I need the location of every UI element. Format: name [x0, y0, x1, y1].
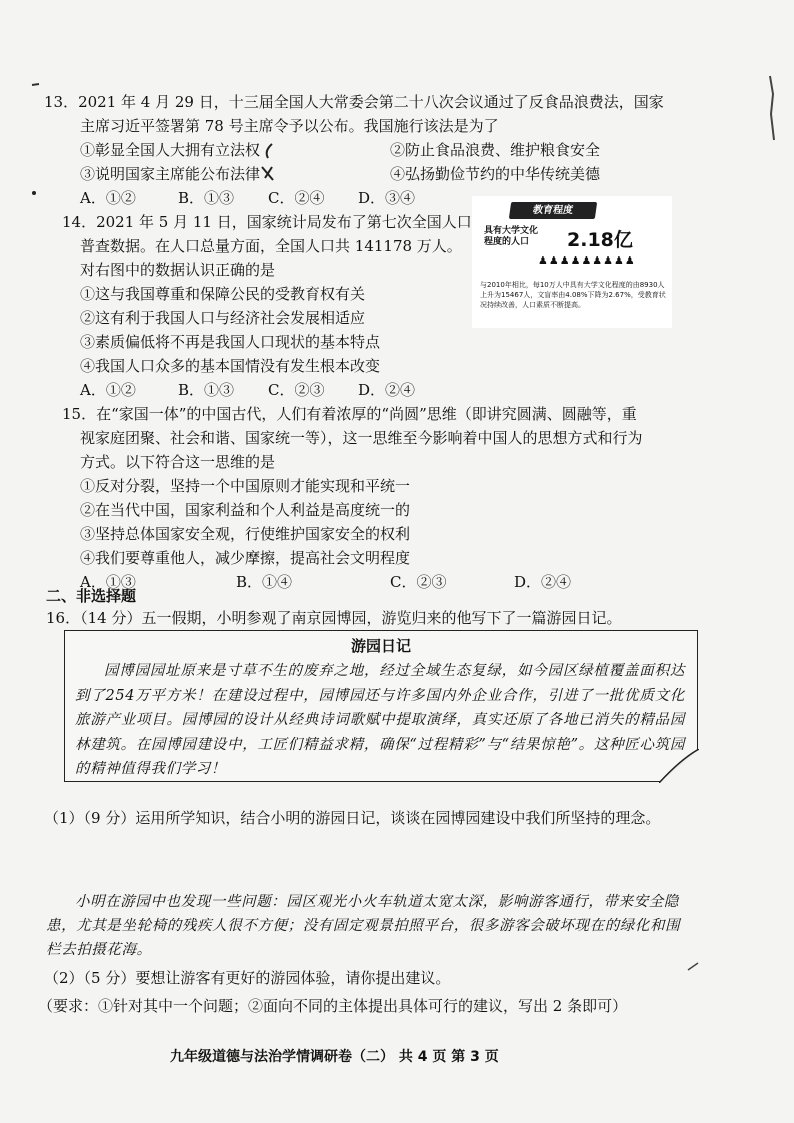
diary-body: 园博园园址原来是寸草不生的废弃之地，经过全域生态复绿，如今园区绿植覆盖面积达到了254万平方米！在建设过程中，园博园还与许多国内外企业合作，引进了一批优质文化旅游产业项目。园博园的设计从经典诗词歌赋中提取演绎，真实还原了各地已消失的精品园林建筑。在园博园建设中，工匠们精益求精，确保“过程精彩”与“结果惊艳”。这种匠心筑园的精神值得我们学习！ [75, 663, 685, 777]
q16-sub1: （1）（9 分）运用所学知识，结合小明的游园日记，谈谈在园博园建设中我们所坚持的理念。 [44, 809, 661, 827]
q14-option-2: ②这有利于我国人口与经济社会发展相适应 [80, 309, 366, 327]
infographic-badge: 教育程度 [509, 202, 597, 219]
page-footer: 九年级道德与法治学情调研卷（二） 共 4 页 第 3 页 [170, 1049, 499, 1065]
infographic-label: 具有大学文化程度的人口 [484, 226, 539, 247]
q15-stem-line2: 视家庭团聚、社会和谐、国家统一等），这一思维至今影响着中国人的思想方式和行为 [80, 429, 643, 447]
q13-stem-line1: 13．2021 年 4 月 29 日，十三届全国人大常委会第二十八次会议通过了反食品浪费法，国家 [44, 93, 664, 111]
q15-stem-line1: 15．在“家国一体”的中国古代，人们有着浓厚的“尚圆”思维（即讲究圆满、圆融等，重 [62, 405, 637, 423]
q13-stem-line2: 主席习近平签署第 78 号主席令予以公布。我国施行该法是为了 [80, 117, 499, 135]
problem-paragraph: 小明在游园中也发现一些问题：园区观光小火车轨道太宽太深，影响游客通行，带来安全隐患，尤其是坐轮椅的残疾人很不方便；没有固定观景拍照平台，很多游客会破坏现在的绿化和围栏去拍摄花海。 [46, 894, 681, 958]
q14-choice-a: A．①② [80, 381, 136, 399]
infographic-note: 与2010年相比，每10万人中具有大学文化程度的由8930人上升为15467人，文盲率由4.08%下降为2.67%，受教育状况持续改善，人口素质不断提高。 [480, 281, 666, 309]
q14-stem-line2: 普查数据。在人口总量方面，全国人口共 141178 万人。 [80, 237, 462, 255]
people-icons: ♟♟♟♟♟♟♟♟♟ [538, 254, 636, 267]
q13-choice-d: D．③④ [358, 189, 416, 207]
q14-stem-line3: 对右图中的数据认识正确的是 [80, 261, 276, 279]
q15-option-3: ③坚持总体国家安全观，行使维护国家安全的权利 [80, 525, 411, 543]
q15-choice-a: A．①③ [80, 573, 136, 591]
q14-choice-b: B．①③ [178, 381, 235, 399]
scan-mark-left-mid [30, 188, 40, 198]
q16-sub2: （2）（5 分）要想让游客有更好的游园体验，请你提出建议。 [44, 969, 451, 987]
page-curl-decoration [659, 749, 699, 783]
handwritten-cross-mark [260, 164, 276, 182]
handwritten-tick-mark [262, 142, 276, 160]
q16-intro: 16．（14 分）五一假期，小明参观了南京园博园，游览归来的他写下了一篇游园日记。 [46, 609, 622, 627]
q13-option-2: ②防止食品浪费、维护粮食安全 [390, 141, 601, 159]
q13-option-3: ③说明国家主席能公布法律 [80, 165, 261, 183]
q13-option-1: ①彰显全国人大拥有立法权 [80, 141, 261, 159]
q14-choice-d: D．②④ [358, 381, 416, 399]
q15-choice-c: C．②③ [390, 573, 447, 591]
q14-option-1: ①这与我国尊重和保障公民的受教育权有关 [80, 285, 366, 303]
q15-option-2: ②在当代中国，国家利益和个人利益是高度统一的 [80, 501, 411, 519]
q15-option-1: ①反对分裂，坚持一个中国原则才能实现和平统一 [80, 477, 411, 495]
q16-requirement: （要求：①针对其中一个问题；②面向不同的主体提出具体可行的建议，写出 2 条即可） [38, 997, 628, 1015]
q15-choice-b: B．①④ [236, 573, 293, 591]
diary-title: 游园日记 [350, 637, 411, 655]
q15-choice-d: D．②④ [514, 573, 572, 591]
q15-stem-line3: 方式。以下符合这一思维的是 [80, 453, 276, 471]
infographic-value: 2.18亿 [567, 229, 633, 251]
education-infographic [472, 196, 672, 328]
scan-mark-right-top [764, 74, 778, 144]
q13-choice-b: B．①③ [178, 189, 235, 207]
diary-box [64, 630, 698, 782]
scan-mark-right-bottom [686, 960, 702, 974]
q14-stem-line1: 14．2021 年 5 月 11 日，国家统计局发布了第七次全国人口 [62, 213, 472, 231]
q14-choice-c: C．②③ [268, 381, 325, 399]
scan-mark-left-top [30, 80, 42, 90]
q15-option-4: ④我们要尊重他人，减少摩擦，提高社会文明程度 [80, 549, 411, 567]
q13-option-4: ④弘扬勤俭节约的中华传统美德 [390, 165, 601, 183]
q13-choice-c: C．②④ [268, 189, 325, 207]
q13-choice-a: A．①② [80, 189, 136, 207]
q14-option-4: ④我国人口众多的基本国情没有发生根本改变 [80, 357, 381, 375]
section-heading: 二、非选择题 [46, 587, 137, 605]
q14-option-3: ③素质偏低将不再是我国人口现状的基本特点 [80, 333, 381, 351]
